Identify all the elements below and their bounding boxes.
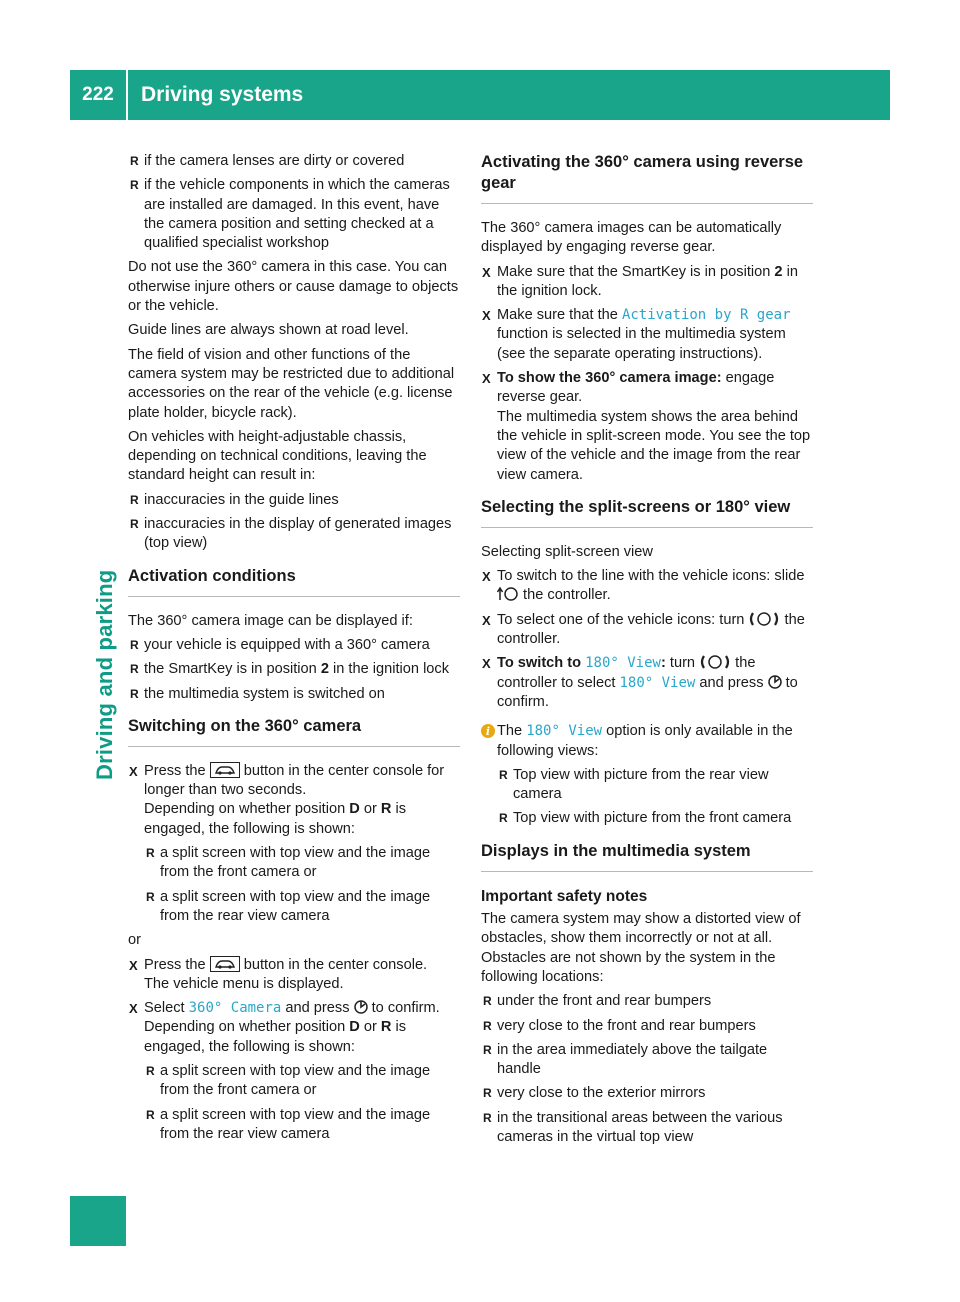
- step-item: [128, 999, 460, 1057]
- turn-controller-icon: [748, 611, 780, 627]
- camera-button-icon: [210, 956, 240, 972]
- paragraph: Do not use the 360° camera in this case. You can otherwise injure others or cause damage to objects or the vehicle.: [128, 259, 459, 315]
- text: is engaged, the following is shown:: [144, 801, 407, 837]
- press-controller-icon: [768, 674, 782, 690]
- text: Press the: [144, 762, 210, 779]
- side-chapter-label: [86, 170, 126, 780]
- paragraph: The 360° camera images can be automatically displayed by engaging reverse gear.: [481, 220, 782, 256]
- heading-switching-on: Switching on the 360° camera: [128, 716, 460, 747]
- step-title: To switch to: [497, 655, 586, 672]
- menu-item-360-camera: 360° Camera: [188, 1000, 282, 1017]
- key-position: 2: [320, 661, 329, 678]
- text: the controller.: [519, 587, 611, 604]
- text: engage reverse gear.: [497, 370, 775, 406]
- list-item: R Top view with picture from the front camera: [497, 809, 813, 828]
- step-item: [481, 567, 813, 606]
- step-title: To show the 360° camera image:: [497, 370, 722, 387]
- section-title: Driving systems: [141, 83, 304, 106]
- key-position: 2: [774, 263, 783, 280]
- text: option is only available in the following views:: [497, 723, 793, 759]
- text: Make sure that the SmartKey is in position: [497, 263, 775, 280]
- text: function is selected in the multimedia system (see the separate operating instructions).: [497, 326, 786, 362]
- list-item: R very close to the front and rear bumpers: [481, 1017, 813, 1036]
- step-item: [481, 611, 813, 650]
- list-item: R a split screen with top view and the image from the rear view camera: [144, 888, 460, 927]
- text: The vehicle menu is displayed.: [144, 975, 344, 992]
- list-item: R inaccuracies in the display of generated images (top view): [128, 515, 460, 554]
- step-item: [128, 956, 460, 995]
- text: Depending on whether position: [144, 1019, 350, 1036]
- paragraph: The camera system may show a distorted view of obstacles, show them incorrectly or not at all. Obstacles are not shown by the system in the following locations:: [481, 911, 801, 985]
- text: The: [497, 723, 527, 740]
- gear-d: D: [349, 801, 360, 818]
- step-item: [128, 762, 460, 839]
- list-item: R under the front and rear bumpers: [481, 992, 813, 1011]
- text: button in the center console for longer than two seconds.: [144, 762, 445, 799]
- text: and press: [281, 1000, 354, 1017]
- text: the controller to select: [497, 655, 756, 691]
- text: or: [359, 801, 381, 818]
- text: button in the center console.: [239, 956, 428, 973]
- text: The multimedia system shows the area behind the vehicle in split-screen mode. You see the top view of the vehicle and the image from the rear view camera.: [497, 408, 811, 483]
- text: and press: [695, 674, 768, 691]
- heading-displays: Displays in the multimedia system: [481, 841, 813, 872]
- step-item: [481, 263, 813, 302]
- list-item: R Top view with picture from the rear view camera: [497, 766, 813, 805]
- right-column: [481, 152, 813, 1152]
- menu-item-180-view: 180° View: [526, 723, 603, 740]
- paragraph: The 360° camera image can be displayed if:: [128, 612, 413, 629]
- list-item: R your vehicle is equipped with a 360° camera: [128, 636, 460, 655]
- paragraph: or: [128, 932, 141, 949]
- text: To switch to the line with the vehicle icons: slide: [497, 568, 805, 585]
- info-icon: i: [481, 724, 495, 738]
- menu-item-activation-by-r-gear: Activation by R gear: [621, 307, 791, 324]
- text: is engaged, the following is shown:: [144, 1019, 407, 1055]
- text: the controller.: [497, 611, 805, 648]
- text: turn: [665, 655, 700, 672]
- heading-safety-notes: Important safety notes: [481, 887, 648, 905]
- text: Select: [144, 1000, 189, 1017]
- text: :: [660, 655, 666, 672]
- camera-button-icon: [210, 762, 240, 778]
- text: Press the: [144, 956, 210, 973]
- list-item: R in the area immediately above the tailgate handle: [481, 1041, 813, 1080]
- step-item: [481, 654, 813, 712]
- text: to confirm.: [367, 1000, 440, 1017]
- text: or: [359, 1019, 381, 1036]
- paragraph: Guide lines are always shown at road level.: [128, 322, 409, 339]
- text: in the ignition lock.: [497, 263, 798, 299]
- paragraph: On vehicles with height-adjustable chassis, depending on technical conditions, leaving the standard height can result in:: [128, 428, 427, 484]
- slide-controller-icon: [497, 586, 519, 602]
- text: To select one of the vehicle icons: turn: [497, 611, 749, 628]
- step-item: [481, 369, 813, 485]
- heading-split-screens: Selecting the split-screens or 180° view: [481, 497, 813, 528]
- gear-r: R: [380, 801, 392, 818]
- text: Depending on whether position: [144, 801, 350, 818]
- text: Make sure that the: [497, 307, 622, 324]
- menu-item-180-view: 180° View: [619, 674, 696, 691]
- side-chapter-text: Driving and parking: [92, 569, 117, 780]
- gear-d: D: [349, 1019, 360, 1036]
- section-header: [128, 70, 890, 120]
- heading-activation-conditions: Activation conditions: [128, 566, 460, 597]
- list-item: R the multimedia system is switched on: [128, 685, 460, 704]
- info-note: [481, 722, 813, 761]
- list-item: R a split screen with top view and the image from the rear view camera: [144, 1106, 460, 1145]
- list-item: R if the vehicle components in which the cameras are installed are damaged. In this event, have the camera position and setting checked at a qualified specialist workshop: [128, 176, 460, 253]
- press-controller-icon: [354, 999, 368, 1015]
- list-item: R inaccuracies in the guide lines: [128, 491, 460, 510]
- list-item: R if the camera lenses are dirty or covered: [128, 152, 460, 171]
- text: the SmartKey is in position: [144, 661, 321, 678]
- page-number: 222: [70, 70, 126, 120]
- menu-item-180-view: 180° View: [585, 655, 661, 672]
- list-item: R very close to the exterior mirrors: [481, 1084, 813, 1103]
- text: to confirm.: [497, 674, 798, 710]
- step-item: [481, 306, 813, 364]
- left-column: [128, 152, 460, 1149]
- turn-controller-icon: [699, 654, 731, 670]
- list-item: R a split screen with top view and the image from the front camera or: [144, 844, 460, 883]
- side-chapter-block: [70, 1196, 126, 1246]
- list-item: [128, 660, 460, 679]
- list-item: R a split screen with top view and the image from the front camera or: [144, 1062, 460, 1101]
- gear-r: R: [380, 1019, 392, 1036]
- heading-reverse-gear: Activating the 360° camera using reverse gear: [481, 152, 813, 204]
- paragraph: The field of vision and other functions of the camera system may be restricted due to additional accessories on the rear of the vehicle (e.g. license plate holder, bicycle rack).: [128, 346, 455, 421]
- text: in the ignition lock: [328, 661, 450, 678]
- list-item: R in the transitional areas between the various cameras in the virtual top view: [481, 1109, 813, 1148]
- paragraph: Selecting split-screen view: [481, 543, 653, 560]
